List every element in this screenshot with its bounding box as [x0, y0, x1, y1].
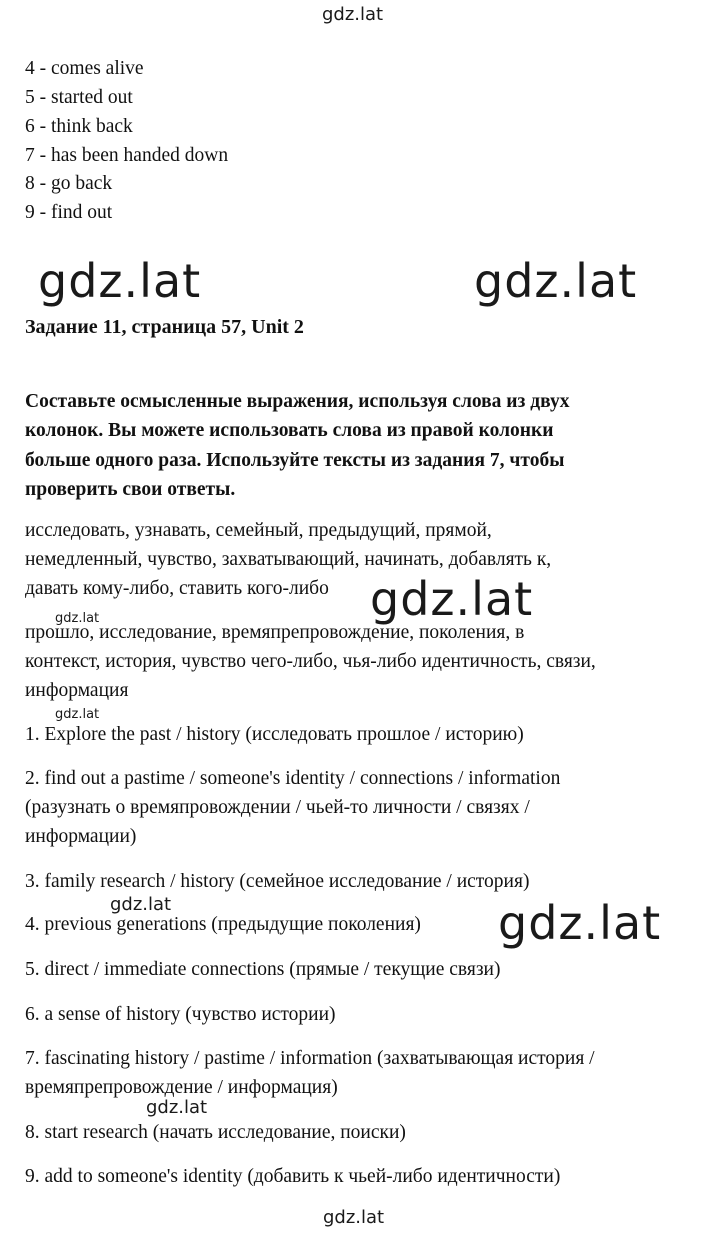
watermark: gdz.lat	[55, 611, 100, 626]
instruction-line: колонок. Вы можете использовать слова из правой колонки	[25, 420, 554, 441]
watermark: gdz.lat	[38, 254, 202, 308]
answer-item: 3. family research / history (семейное исследование / история)	[25, 871, 530, 892]
answer-item: времяпрепровождение / информация)	[25, 1077, 338, 1098]
answer-item: 7. fascinating history / pastime / information (захватывающая история /	[25, 1048, 595, 1069]
answer-line: 8 - go back	[25, 173, 113, 194]
watermark: gdz.lat	[322, 4, 384, 25]
answer-item: информации)	[25, 826, 137, 847]
answer-item: 4. previous generations (предыдущие поколения)	[25, 914, 421, 935]
right-column-line: прошло, исследование, времяпрепровождение, поколения, в	[25, 622, 525, 643]
answer-item: 1. Explore the past / history (исследовать прошлое / историю)	[25, 724, 524, 745]
right-column-line: информация	[25, 680, 129, 701]
answer-line: 6 - think back	[25, 116, 133, 137]
answer-item: 5. direct / immediate connections (прямые / текущие связи)	[25, 959, 501, 980]
answer-line: 5 - started out	[25, 87, 133, 108]
left-column-line: исследовать, узнавать, семейный, предыдущий, прямой,	[25, 520, 492, 541]
answer-line: 4 - comes alive	[25, 58, 144, 79]
watermark: gdz.lat	[370, 572, 534, 626]
watermark: gdz.lat	[498, 896, 662, 950]
watermark: gdz.lat	[146, 1097, 208, 1118]
answer-line: 7 - has been handed down	[25, 145, 229, 166]
answer-item: 9. add to someone's identity (добавить к чьей-либо идентичности)	[25, 1166, 561, 1187]
right-column-line: контекст, история, чувство чего-либо, чья-либо идентичность, связи,	[25, 651, 596, 672]
answer-item: 8. start research (начать исследование, поиски)	[25, 1122, 406, 1143]
answer-item: (разузнать о времяпровождении / чьей-то личности / связях /	[25, 797, 530, 818]
left-column-line: немедленный, чувство, захватывающий, начинать, добавлять к,	[25, 549, 552, 570]
task-title: Задание 11, страница 57, Unit 2	[25, 316, 304, 338]
watermark: gdz.lat	[55, 707, 100, 722]
watermark: gdz.lat	[474, 254, 638, 308]
instruction-line: больше одного раза. Используйте тексты из задания 7, чтобы	[25, 450, 565, 471]
answer-item: 6. a sense of history (чувство истории)	[25, 1004, 336, 1025]
instruction-line: Составьте осмысленные выражения, используя слова из двух	[25, 391, 570, 412]
left-column-line: давать кому-либо, ставить кого-либо	[25, 578, 329, 599]
watermark: gdz.lat	[323, 1207, 385, 1228]
answer-line: 9 - find out	[25, 202, 113, 223]
answer-item: 2. find out a pastime / someone's identity / connections / information	[25, 768, 561, 789]
watermark: gdz.lat	[110, 894, 172, 915]
instruction-line: проверить свои ответы.	[25, 479, 236, 500]
